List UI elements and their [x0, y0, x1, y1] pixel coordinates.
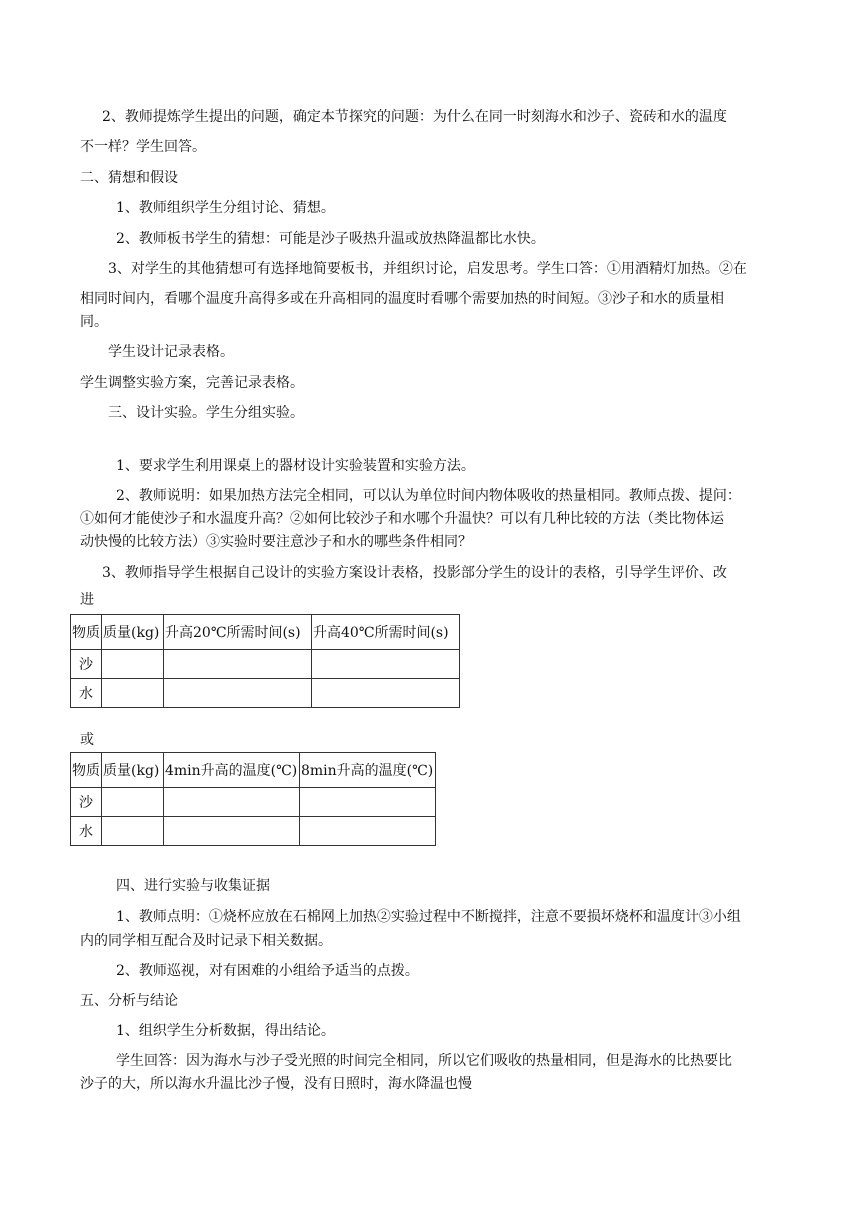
table-cell: 水	[71, 679, 102, 708]
text-line: 3、对学生的其他猜想可有选择地简要板书，并组织讨论，启发思考。学生口答：①用酒精灯加热。②在	[108, 261, 747, 277]
text-line: 三、设计实验。学生分组实验。	[108, 405, 304, 421]
text-line: 1、组织学生分析数据，得出结论。	[116, 1023, 335, 1039]
text-line: 内的同学相互配合及时记录下相关数据。	[80, 933, 332, 949]
table-cell: 沙	[71, 788, 102, 817]
table-cell	[102, 650, 164, 679]
record-table-temperature	[70, 752, 436, 846]
text-line: 相同时间内，看哪个温度升高得多或在升高相同的温度时看哪个需要加热的时间短。③沙子和水的质量相	[80, 291, 724, 307]
record-table-time	[70, 614, 460, 708]
text-line: 沙子的大，所以海水升温比沙子慢，没有日照时，海水降温也慢	[80, 1076, 472, 1092]
table-header-cell: 8min升高的温度(℃)	[300, 753, 436, 788]
text-line: 同。	[80, 314, 108, 330]
table-cell	[102, 817, 164, 846]
table-header-cell: 质量(kg)	[102, 615, 164, 650]
table-row	[71, 679, 460, 708]
table-header-cell: 物质	[71, 753, 102, 788]
table-header-cell: 升高40℃所需时间(s)	[312, 615, 460, 650]
table-row	[71, 788, 436, 817]
text-line: 2、教师板书学生的猜想：可能是沙子吸热升温或放热降温都比水快。	[116, 231, 545, 247]
table-cell: 沙	[71, 650, 102, 679]
text-line: 2、教师巡视，对有困难的小组给予适当的点拨。	[116, 963, 419, 979]
table-cell	[164, 679, 312, 708]
table-cell	[164, 650, 312, 679]
table-cell	[312, 650, 460, 679]
table-cell	[312, 679, 460, 708]
text-line: 1、教师组织学生分组讨论、猜想。	[116, 200, 335, 216]
text-line: 五、分析与结论	[80, 993, 178, 1009]
text-line: 不一样？学生回答。	[80, 139, 206, 155]
text-line: ①如何才能使沙子和水温度升高？②如何比较沙子和水哪个升温快？可以有几种比较的方法（类比物体运	[80, 511, 724, 527]
table-header-row	[71, 615, 460, 650]
text-line: 1、教师点明：①烧杯应放在石棉网上加热②实验过程中不断搅拌，注意不要损坏烧杯和温度计③小组	[116, 909, 741, 925]
text-line: 学生调整实验方案，完善记录表格。	[80, 375, 304, 391]
table-cell	[164, 817, 300, 846]
table-row	[71, 650, 460, 679]
text-line: 动快慢的比较方法）③实验时要注意沙子和水的哪些条件相同？	[80, 534, 472, 550]
table-cell	[102, 679, 164, 708]
text-line: 2、教师说明：如果加热方法完全相同，可以认为单位时间内物体吸收的热量相同。教师点拨、提问：	[116, 488, 741, 504]
table-row	[71, 817, 436, 846]
text-line: 二、猜想和假设	[80, 170, 178, 186]
table-cell	[300, 817, 436, 846]
table-cell	[102, 788, 164, 817]
table-header-cell: 升高20℃所需时间(s)	[164, 615, 312, 650]
text-line: 3、教师指导学生根据自己设计的实验方案设计表格，投影部分学生的设计的表格，引导学生评价、改	[102, 565, 727, 581]
table-header-cell: 4min升高的温度(℃)	[164, 753, 300, 788]
text-line: 学生回答：因为海水与沙子受光照的时间完全相同，所以它们吸收的热量相同，但是海水的比热要比	[116, 1053, 732, 1069]
text-line: 学生设计记录表格。	[108, 344, 234, 360]
table-header-cell: 质量(kg)	[102, 753, 164, 788]
table-cell	[300, 788, 436, 817]
text-line: 四、进行实验与收集证据	[116, 878, 270, 894]
text-line: 进	[80, 592, 94, 608]
table-cell: 水	[71, 817, 102, 846]
table-cell	[164, 788, 300, 817]
text-line: 或	[80, 732, 94, 748]
text-line: 2、教师提炼学生提出的问题，确定本节探究的问题：为什么在同一时刻海水和沙子、瓷砖和水的温度	[102, 109, 727, 125]
table-header-row	[71, 753, 436, 788]
text-line: 1、要求学生利用课桌上的器材设计实验装置和实验方法。	[116, 458, 475, 474]
table-header-cell: 物质	[71, 615, 102, 650]
